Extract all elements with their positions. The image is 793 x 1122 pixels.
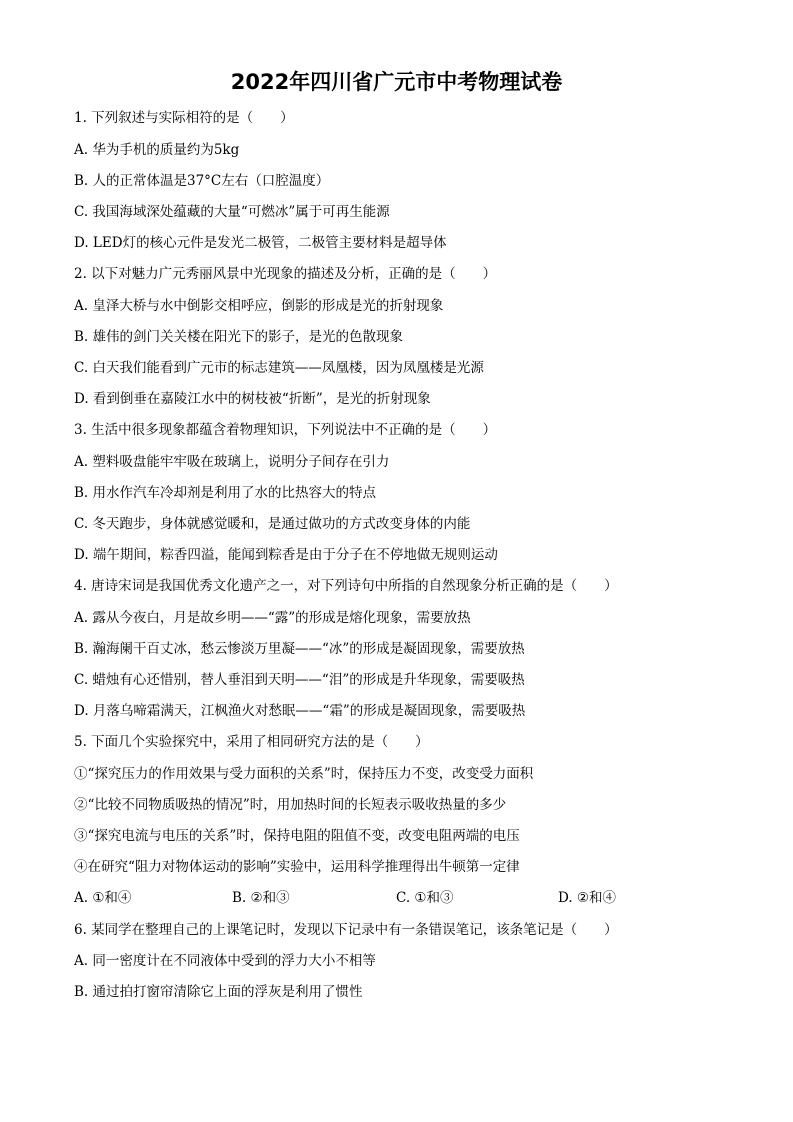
page-title: 2022年四川省广元市中考物理试卷 (230, 70, 563, 94)
question-6-option-b: B. 通过拍打窗帘清除它上面的浮灰是利用了惯性 (74, 984, 363, 1000)
question-2-option-d: D. 看到倒垂在嘉陵江水中的树枝被“折断”，是光的折射现象 (74, 391, 431, 407)
question-6-option-a: A. 同一密度计在不同液体中受到的浮力大小不相等 (74, 953, 376, 969)
question-3-option-b: B. 用水作汽车冷却剂是利用了水的比热容大的特点 (74, 485, 377, 501)
question-3-stem: 3. 生活中很多现象都蕴含着物理知识，下列说法中不正确的是（ ） (74, 422, 497, 438)
question-1-option-b: B. 人的正常体温是37°C左右（口腔温度） (74, 173, 330, 189)
question-4-option-c: C. 蜡烛有心还惜别，替人垂泪到天明——“泪”的形成是升华现象，需要吸热 (74, 672, 525, 688)
question-4-option-d: D. 月落乌啼霜满天，江枫渔火对愁眠——“霜”的形成是凝固现象，需要吸热 (74, 703, 526, 719)
question-5-stem: 5. 下面几个实验探究中，采用了相同研究方法的是（ ） (74, 734, 429, 750)
question-1-option-c: C. 我国海域深处蕴藏的大量“可燃冰”属于可再生能源 (74, 204, 390, 220)
question-4-option-a: A. 露从今夜白，月是故乡明——“露”的形成是熔化现象，需要放热 (74, 610, 471, 626)
question-2-option-b: B. 雄伟的剑门关关楼在阳光下的影子，是光的色散现象 (74, 329, 404, 345)
question-2-stem: 2. 以下对魅力广元秀丽风景中光现象的描述及分析，正确的是（ ） (74, 266, 497, 282)
question-1-option-a: A. 华为手机的质量约为5kg (74, 142, 240, 158)
question-5-item-4: ④在研究“阻力对物体运动的影响”实验中，运用科学推理得出牛顿第一定律 (74, 859, 520, 875)
question-4-stem: 4. 唐诗宋词是我国优秀文化遗产之一，对下列诗句中所指的自然现象分析正确的是（ ） (74, 578, 618, 594)
question-5-option-a: A. ①和④ (74, 890, 132, 906)
question-6-stem: 6. 某同学在整理自己的上课笔记时，发现以下记录中有一条错误笔记，该条笔记是（ ） (74, 922, 618, 938)
question-5-item-2: ②“比较不同物质吸热的情况”时，用加热时间的长短表示吸收热量的多少 (74, 797, 507, 813)
question-1-option-d: D. LED灯的核心元件是发光二极管，二极管主要材料是超导体 (74, 235, 447, 251)
question-3-option-d: D. 端午期间，粽香四溢，能闻到粽香是由于分子在不停地做无规则运动 (74, 547, 498, 563)
question-3-option-c: C. 冬天跑步，身体就感觉暖和，是通过做功的方式改变身体的内能 (74, 516, 471, 532)
question-2-option-a: A. 皇泽大桥与水中倒影交相呼应，倒影的形成是光的折射现象 (74, 298, 444, 314)
question-5-option-d: D. ②和④ (558, 890, 617, 906)
question-5-item-1: ①“探究压力的作用效果与受力面积的关系”时，保持压力不变，改变受力面积 (74, 766, 534, 782)
question-3-option-a: A. 塑料吸盘能牢牢吸在玻璃上，说明分子间存在引力 (74, 454, 390, 470)
question-4-option-b: B. 瀚海阑干百丈冰，愁云惨淡万里凝——“冰”的形成是凝固现象，需要放热 (74, 641, 525, 657)
question-2-option-c: C. 白天我们能看到广元市的标志建筑——凤凰楼，因为凤凰楼是光源 (74, 360, 484, 376)
question-5-item-3: ③“探究电流与电压的关系”时，保持电阻的阻值不变，改变电阻两端的电压 (74, 828, 520, 844)
question-5-option-b: B. ②和③ (232, 890, 290, 906)
question-5-option-c: C. ①和③ (396, 890, 454, 906)
question-1-stem: 1. 下列叙述与实际相符的是（ ） (74, 110, 294, 126)
